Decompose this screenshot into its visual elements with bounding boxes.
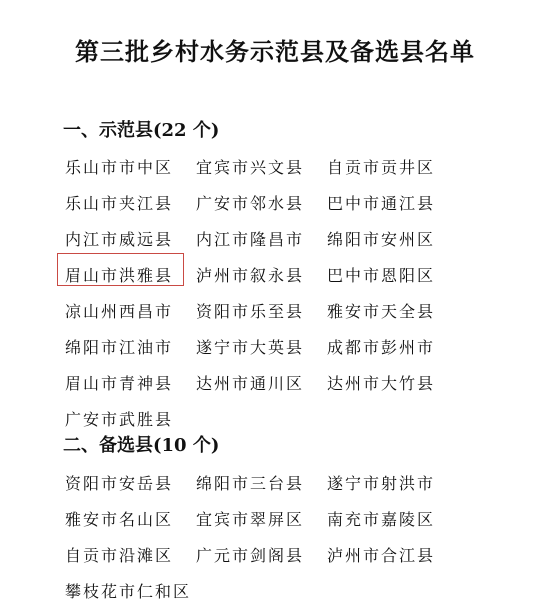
- county-item: 达州市通川区: [196, 374, 305, 393]
- county-item: 广安市邻水县: [196, 194, 305, 213]
- list-row: [65, 330, 485, 366]
- list-row: [65, 222, 485, 258]
- county-item: 巴中市恩阳区: [327, 266, 436, 285]
- list-row: [65, 574, 485, 610]
- county-item: 自贡市贡井区: [327, 158, 436, 177]
- county-item: 达州市大竹县: [327, 374, 436, 393]
- county-item: 遂宁市大英县: [196, 338, 305, 357]
- county-item: 广安市武胜县: [65, 410, 174, 429]
- county-item: 内江市威远县: [65, 230, 174, 249]
- candidate-county-list: [65, 466, 485, 610]
- county-item: 乐山市夹江县: [65, 194, 174, 213]
- county-item-highlighted: 眉山市洪雅县: [65, 266, 174, 285]
- county-item: 巴中市通江县: [327, 194, 436, 213]
- county-item: 雅安市名山区: [65, 510, 174, 529]
- page-title: 第三批乡村水务示范县及备选县名单: [75, 37, 475, 66]
- county-item: 资阳市乐至县: [196, 302, 305, 321]
- county-item: 雅安市天全县: [327, 302, 436, 321]
- county-item: 绵阳市江油市: [65, 338, 174, 357]
- county-item: 乐山市市中区: [65, 158, 174, 177]
- county-item: 泸州市叙永县: [196, 266, 305, 285]
- county-item: 南充市嘉陵区: [327, 510, 436, 529]
- list-row: [65, 366, 485, 402]
- county-item: 绵阳市安州区: [327, 230, 436, 249]
- county-item: 凉山州西昌市: [65, 302, 174, 321]
- county-item: 自贡市沿滩区: [65, 546, 174, 565]
- county-item: 遂宁市射洪市: [327, 474, 436, 493]
- county-item: 宜宾市翠屏区: [196, 510, 305, 529]
- county-item: 广元市剑阁县: [196, 546, 305, 565]
- section-heading-demonstration: 一、示范县(22 个): [63, 120, 220, 141]
- list-row: [65, 186, 485, 222]
- list-row: [65, 258, 485, 294]
- list-row: [65, 538, 485, 574]
- county-item: 内江市隆昌市: [196, 230, 305, 249]
- county-item: 资阳市安岳县: [65, 474, 174, 493]
- county-item: 宜宾市兴文县: [196, 158, 305, 177]
- demonstration-county-list: [65, 150, 485, 438]
- list-row: [65, 294, 485, 330]
- list-row: [65, 466, 485, 502]
- county-item: 绵阳市三台县: [196, 474, 305, 493]
- county-item: 攀枝花市仁和区: [65, 582, 192, 601]
- county-item: 成都市彭州市: [327, 338, 436, 357]
- list-row: [65, 150, 485, 186]
- section-heading-candidate: 二、备选县(10 个): [63, 435, 220, 456]
- county-item: 眉山市青神县: [65, 374, 174, 393]
- county-item: 泸州市合江县: [327, 546, 436, 565]
- list-row: [65, 502, 485, 538]
